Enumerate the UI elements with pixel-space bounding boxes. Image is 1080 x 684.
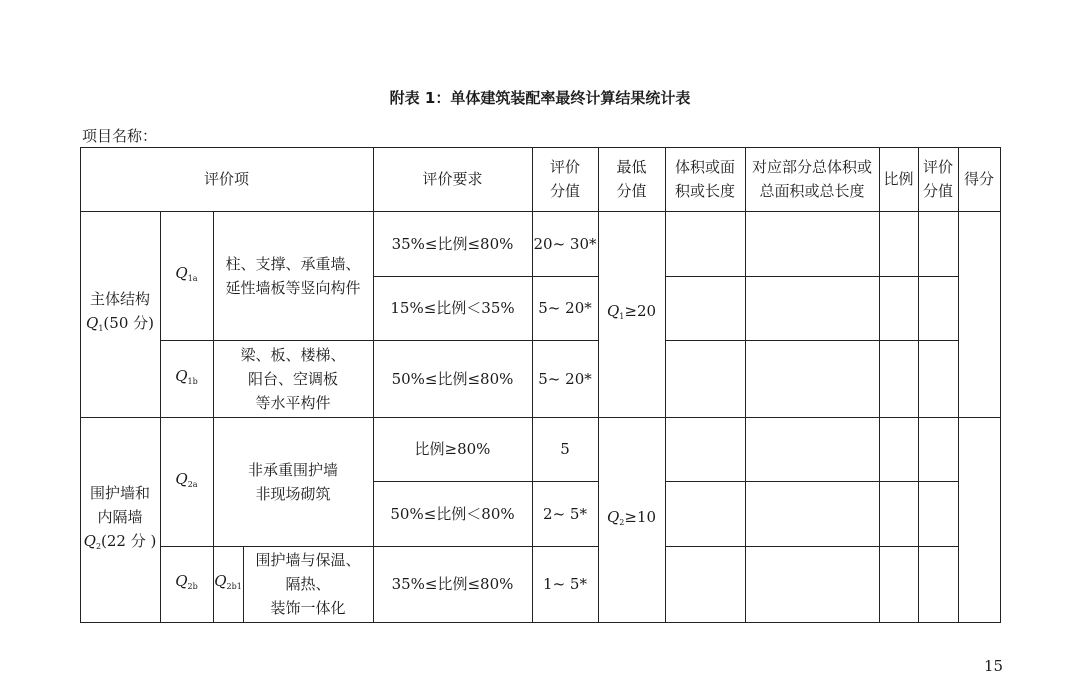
item-code-q1a: $Q_{1a}$ bbox=[175, 263, 198, 283]
item-code-q2a: $Q_{2a}$ bbox=[175, 469, 198, 489]
table-line bbox=[665, 546, 959, 547]
header-requirement: 评价要求 bbox=[422, 170, 483, 188]
row-score: 1~ 5* bbox=[543, 575, 587, 593]
table-line bbox=[1000, 147, 1001, 623]
min-score-q1: $Q_1\ge 20$ bbox=[606, 302, 657, 321]
table-line bbox=[745, 147, 746, 623]
table-line bbox=[879, 147, 880, 623]
row-requirement: 15%≤比例＜35% bbox=[390, 299, 515, 317]
item-desc-q1b: 梁、板、楼梯、 阳台、空调板 等水平构件 bbox=[240, 345, 346, 412]
group-main-structure: 主体结构 $Q_1(50$ 分) bbox=[86, 290, 154, 333]
row-score: 5 bbox=[560, 440, 570, 458]
header-score: 评价 分值 bbox=[549, 158, 580, 200]
row-score: 5~ 20* bbox=[538, 369, 592, 388]
header-volume: 体积或面 积或长度 bbox=[674, 158, 735, 200]
row-requirement: 比例≥80% bbox=[414, 440, 491, 458]
row-score: 5~ 20* bbox=[538, 299, 592, 317]
table-line bbox=[665, 481, 959, 482]
min-score-q2: $Q_2\ge 10$ bbox=[606, 507, 657, 527]
header-got-score: 得分 bbox=[963, 170, 994, 188]
row-requirement: 50%≤比例＜80% bbox=[390, 504, 515, 523]
item-desc-q2a: 非承重围护墙 非现场砌筑 bbox=[247, 460, 338, 503]
table-line bbox=[918, 147, 919, 623]
header-eval-score: 评价 分值 bbox=[922, 158, 953, 200]
row-requirement: 35%≤比例≤80% bbox=[391, 234, 514, 253]
table-line bbox=[665, 276, 959, 277]
table-line bbox=[80, 622, 1001, 623]
table-line bbox=[958, 147, 959, 623]
item-desc-q2b1: 围护墙与保温、 隔热、 装饰一体化 bbox=[255, 551, 361, 617]
item-desc-q1a: 柱、支撑、承重墙、 延性墙板等竖向构件 bbox=[225, 254, 361, 297]
header-total: 对应部分总体积或 总面积或总长度 bbox=[751, 158, 872, 200]
item-code-q2b: $Q_{2b}$ bbox=[175, 572, 198, 591]
header-min-score: 最低 分值 bbox=[616, 158, 647, 200]
row-score: 20~ 30* bbox=[533, 234, 597, 253]
page-number: 15 bbox=[984, 657, 1004, 675]
project-name-label: 项目名称： bbox=[82, 127, 158, 145]
document-title: 附表 1：单体建筑装配率最终计算结果统计表 bbox=[389, 89, 691, 107]
table-line bbox=[665, 340, 959, 341]
row-score: 2~ 5* bbox=[543, 504, 587, 523]
table-line bbox=[665, 147, 666, 623]
header-ratio: 比例 bbox=[883, 170, 914, 188]
item-code-q1b: $Q_{1b}$ bbox=[175, 366, 198, 386]
header-item: 评价项 bbox=[203, 170, 249, 188]
item-code-q2b1: $Q_{2b1}$ bbox=[214, 572, 242, 591]
row-requirement: 50%≤比例≤80% bbox=[391, 369, 514, 388]
row-requirement: 35%≤比例≤80% bbox=[391, 575, 514, 593]
group-wall: 围护墙和 内隔墙 $Q_2(22$ 分 ) bbox=[83, 483, 157, 551]
